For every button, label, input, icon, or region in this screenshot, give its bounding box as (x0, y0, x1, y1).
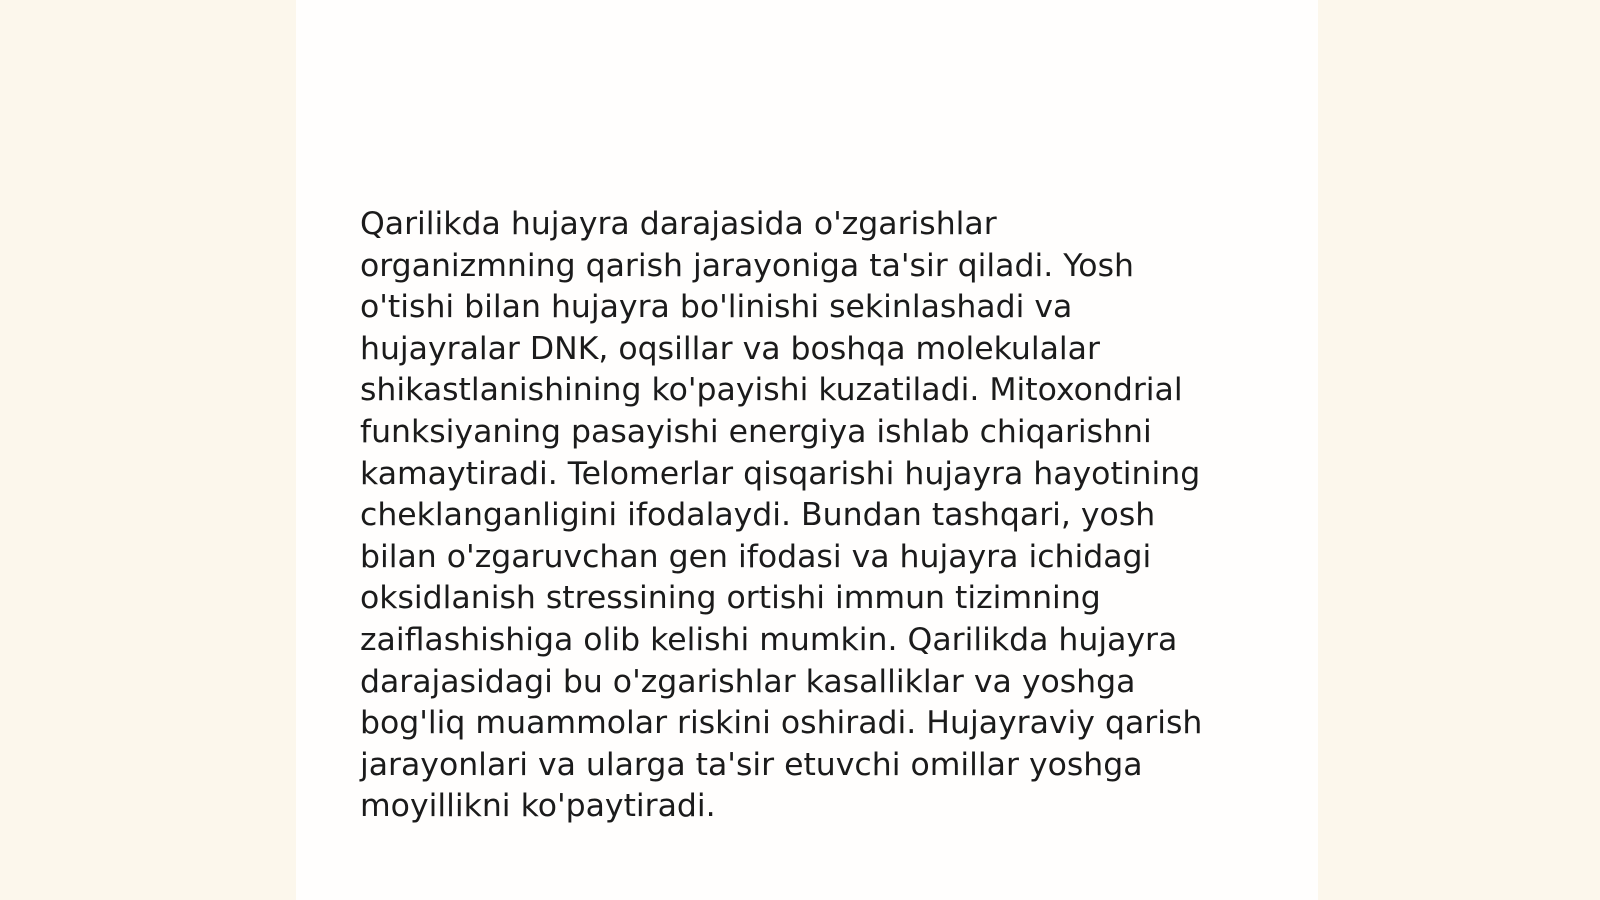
paragraph-line: moyillikni ko'paytiradi. (360, 788, 716, 825)
paragraph-line: zaiflashishiga olib kelishi mumkin. Qarilikda hujayra (360, 621, 1178, 658)
body-paragraph (360, 204, 1240, 828)
paragraph-line: Qarilikda hujayra darajasida o'zgarishlar (360, 206, 997, 242)
paragraph-line: hujayralar DNK, oqsillar va boshqa molekulalar (360, 330, 1100, 367)
paragraph-line: darajasidagi bu o'zgarishlar kasalliklar va yoshga (360, 663, 1136, 700)
paragraph-line: funksiyaning pasayishi energiya ishlab chiqarishni (360, 413, 1152, 450)
paragraph-line: bilan o'zgaruvchan gen ifodasi va hujayra ichidagi (360, 538, 1152, 575)
right-margin (1318, 0, 1600, 900)
left-margin (0, 0, 296, 900)
paragraph-line: cheklanganligini ifodalaydi. Bundan tashqari, yosh (360, 497, 1156, 534)
paragraph-line: shikastlanishining ko'payishi kuzatiladi. Mitoxondrial (360, 372, 1183, 409)
paragraph-line: kamaytiradi. Telomerlar qisqarishi hujayra hayotining (360, 455, 1201, 492)
document-page (296, 0, 1318, 900)
paragraph-line: bog'liq muammolar riskini oshiradi. Hujayraviy qarish (360, 705, 1203, 742)
paragraph-line: oksidlanish stressining ortishi immun tizimning (360, 580, 1101, 617)
paragraph-line: jarayonlari va ularga ta'sir etuvchi omillar yoshga (360, 746, 1143, 783)
paragraph-line: organizmning qarish jarayoniga ta'sir qiladi. Yosh (360, 247, 1134, 284)
paragraph-line: o'tishi bilan hujayra bo'linishi sekinlashadi va (360, 289, 1073, 326)
